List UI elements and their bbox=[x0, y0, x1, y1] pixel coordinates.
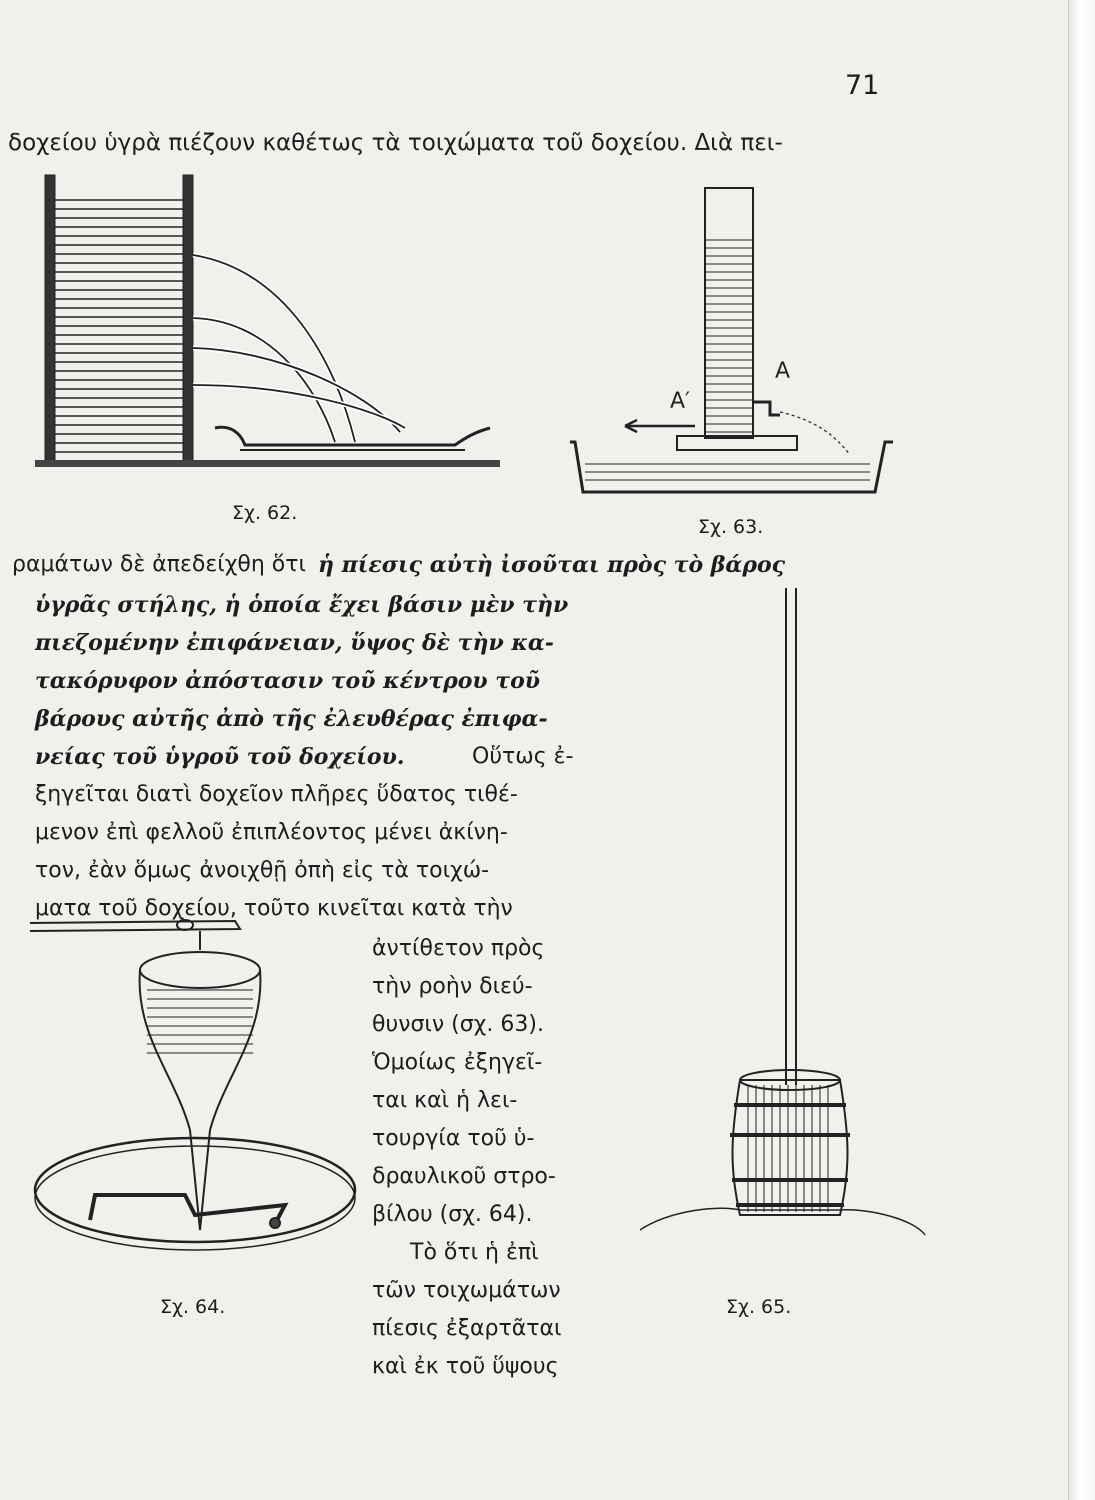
page-edge bbox=[1068, 0, 1095, 1500]
body-line-1-regular: ραμάτων δὲ ἀπεδείχθη ὅτι bbox=[12, 552, 306, 577]
page-number: 71 bbox=[845, 70, 880, 101]
body-line-3: πιεζομένην ἐπιφάνειαν, ὕψος δὲ τὴν κα- bbox=[35, 630, 554, 656]
narrow-line: Ὁμοίως ἐξηγεῖ- bbox=[372, 1050, 543, 1075]
figure-65-caption: Σχ. 65. bbox=[726, 1296, 792, 1318]
body-line-4: τακόρυφον ἀπόστασιν τοῦ κέντρου τοῦ bbox=[35, 668, 541, 694]
body-line-5: βάρους αὐτῆς ἀπὸ τῆς ἐλευθέρας ἐπιφα- bbox=[35, 706, 548, 732]
figure-63-caption: Σχ. 63. bbox=[698, 516, 764, 538]
narrow-line: βίλου (σχ. 64). bbox=[372, 1202, 533, 1227]
top-text-line: δοχείου ὑγρὰ πιέζουν καθέτως τὰ τοιχώματα τοῦ δοχείου. Διὰ πει- bbox=[8, 130, 783, 156]
body-line-10: ματα τοῦ δοχείου, τοῦτο κινεῖται κατὰ τὴν bbox=[35, 896, 513, 921]
narrow-line: ται καὶ ἡ λει- bbox=[372, 1088, 518, 1113]
figure-62-caption: Σχ. 62. bbox=[232, 502, 298, 524]
figure-64-hydraulic-turbine bbox=[25, 915, 365, 1260]
narrow-line: θυνσιν (σχ. 63). bbox=[372, 1012, 544, 1037]
narrow-line: τουργία τοῦ ὑ- bbox=[372, 1126, 535, 1151]
narrow-line: Τὸ ὅτι ἡ ἐπὶ bbox=[410, 1240, 539, 1265]
body-line-1-bold: ἡ πίεσις αὐτὴ ἰσοῦται πρὸς τὸ βάρος bbox=[318, 552, 786, 578]
figure-63-label-a-prime: Α′ bbox=[670, 389, 691, 414]
figure-62-tank-jets bbox=[35, 170, 510, 470]
narrow-line: δραυλικοῦ στρο- bbox=[372, 1164, 556, 1189]
body-line-9: τον, ἐὰν ὅμως ἀνοιχθῇ ὀπὴ εἰς τὰ τοιχώ- bbox=[35, 858, 490, 883]
body-line-8: μενον ἐπὶ φελλοῦ ἐπιπλέοντος μένει ἀκίνη- bbox=[35, 820, 508, 845]
body-line-6-regular: Οὕτως ἐ- bbox=[472, 744, 574, 769]
narrow-line: καὶ ἐκ τοῦ ὕψους bbox=[372, 1354, 559, 1379]
figure-63-column-on-float bbox=[565, 180, 900, 500]
narrow-line: τῶν τοιχωμάτων bbox=[372, 1278, 561, 1303]
figure-64-caption: Σχ. 64. bbox=[160, 1296, 226, 1318]
narrow-line: τὴν ροὴν διεύ- bbox=[372, 974, 533, 999]
narrow-line: ἀντίθετον πρὸς bbox=[372, 936, 545, 961]
figure-63-label-a: Α bbox=[775, 359, 791, 384]
body-line-7: ξηγεῖται διατὶ δοχεῖον πλῆρες ὕδατος τιθέ- bbox=[35, 782, 518, 807]
body-line-6-bold: νείας τοῦ ὑγροῦ τοῦ δοχείου. bbox=[35, 744, 405, 770]
figure-65-barrel-tube bbox=[610, 580, 935, 1275]
body-line-2: ὑγρᾶς στήλης, ἡ ὁποία ἔχει βάσιν μὲν τὴν bbox=[35, 592, 569, 618]
narrow-line: πίεσις ἐξαρτᾶται bbox=[372, 1316, 562, 1341]
